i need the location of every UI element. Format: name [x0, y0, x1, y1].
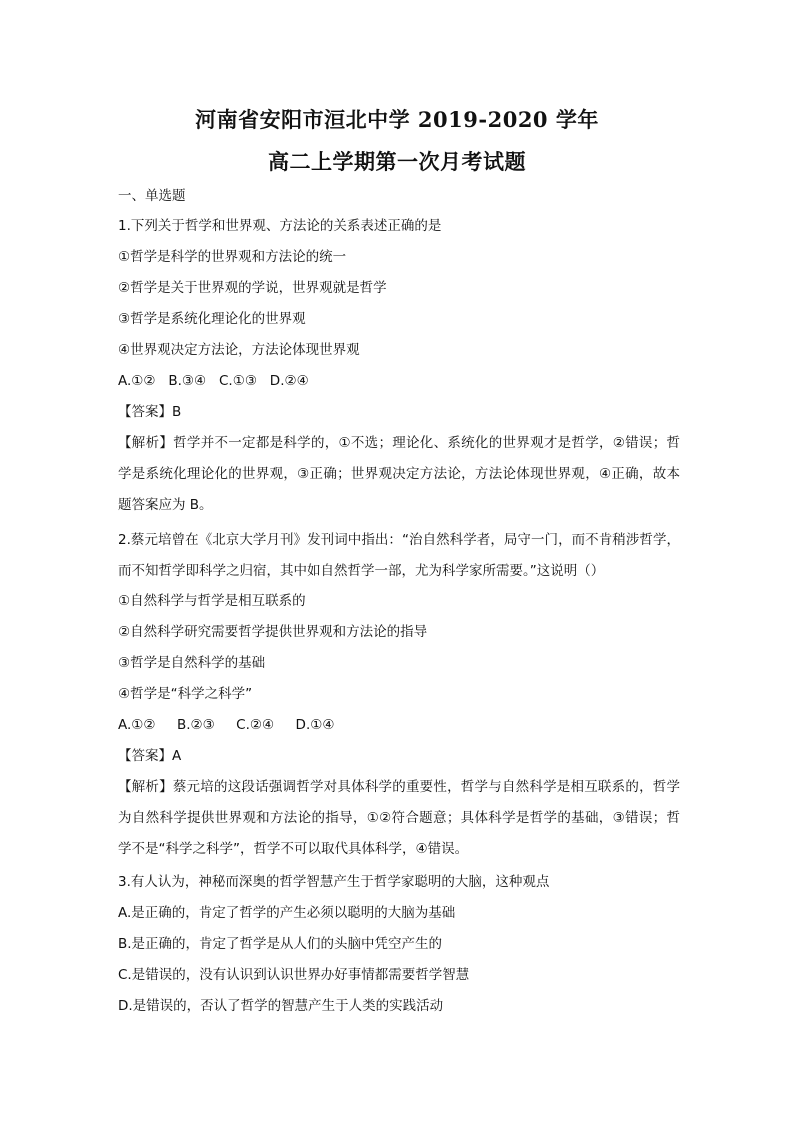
section-heading: 一、单选题: [118, 188, 186, 204]
question-1-item-2: ②哲学是关于世界观的学说，世界观就是哲学: [118, 280, 387, 296]
question-2-item-3: ③哲学是自然科学的基础: [118, 655, 266, 671]
question-1-options: A.①② B.③④ C.①③ D.②④: [118, 373, 309, 389]
question-2-analysis: 【解析】蔡元培的这段话强调哲学对具体科学的重要性，哲学与自然科学是相互联系的，哲学为自然科学提供世界观和方法论的指导，①②符合题意；具体科学是哲学的基础，③错误；哲学不是“科学之科学”，哲学不可以取代具体科学，④错误。: [118, 779, 680, 857]
question-1-item-4: ④世界观决定方法论，方法论体现世界观: [118, 342, 360, 358]
question-1-item-3: ③哲学是系统化理论化的世界观: [118, 311, 306, 327]
question-2-item-1: ①自然科学与哲学是相互联系的: [118, 593, 306, 609]
question-1-stem: 1.下列关于哲学和世界观、方法论的关系表述正确的是: [118, 218, 442, 234]
question-3-choice-b: B.是正确的，肯定了哲学是从人们的头脑中凭空产生的: [118, 936, 443, 952]
question-2-item-2: ②自然科学研究需要哲学提供世界观和方法论的指导: [118, 624, 428, 640]
question-1-item-1: ①哲学是科学的世界观和方法论的统一: [118, 249, 347, 265]
question-3-stem: 3.有人认为，神秘而深奥的哲学智慧产生于哲学家聪明的大脑，这种观点: [118, 874, 550, 890]
question-2-options: A.①② B.②③ C.②④ D.①④: [118, 717, 335, 733]
question-3-choice-c: C.是错误的，没有认识到认识世界办好事情都需要哲学智慧: [118, 967, 470, 983]
question-2-answer: 【答案】A: [118, 748, 182, 764]
question-3-choice-a: A.是正确的，肯定了哲学的产生必须以聪明的大脑为基础: [118, 905, 456, 921]
question-1-analysis: 【解析】哲学并不一定都是科学的，①不选；理论化、系统化的世界观才是哲学，②错误；哲学是系统化理论化的世界观，③正确；世界观决定方法论，方法论体现世界观，④正确，故本题答案应为 B。: [118, 435, 680, 513]
question-1-answer: 【答案】B: [118, 404, 182, 420]
document-title-line2: 高二上学期第一次月考试题: [268, 149, 526, 174]
question-2-stem: 2.蔡元培曾在《北京大学月刊》发刊词中指出：“治自然科学者，局守一门，而不肯稍涉哲学，而不知哲学即科学之归宿，其中如自然哲学一部，尤为科学家所需要。”这说明（）: [118, 532, 680, 579]
question-3-choice-d: D.是错误的，否认了哲学的智慧产生于人类的实践活动: [118, 998, 444, 1014]
question-2-item-4: ④哲学是“科学之科学”: [118, 686, 253, 702]
document-title-line1: 河南省安阳市洹北中学 2019-2020 学年: [195, 107, 599, 132]
